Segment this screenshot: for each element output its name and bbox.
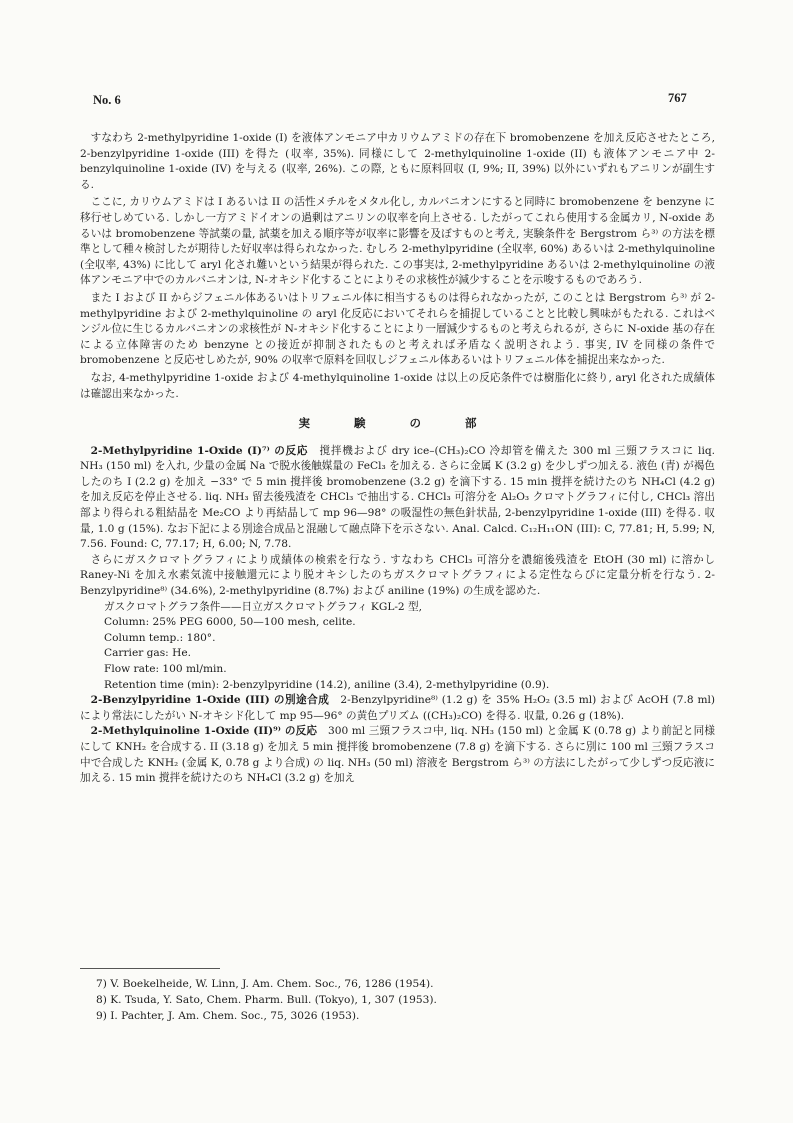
exp-body-1: 撹拌機および dry ice–(CH₃)₂CO 冷却管を備えた 300 ml 三頸フラスコに liq. NH₃ (150 ml) を入れ, 少量の金属 Na で脱水後触媒量の FeCl₃ を加える. さらに金属 K (3.2 g) を少しずつ加える. 液色 (青) が褐色したのち I (2.2 g) を加え −33° で 5 min 撹拌後 bromobenzene (3.2 g) を滴下する. 15 min 撹拌を続けたのち NH₄Cl (4.2 g) を加え反応を停止させる. liq. NH₃ 留去後残渣を CHCl₃ で抽出する. CHCl₃ 可溶分を Al₂O₃ クロマトグラフィに付し, CHCl₃ 溶出部より得られる粗結晶を Me₂CO より再結晶して mp 96—98° の吸湿性の無色針状晶, 2-benzylpyridine 1-oxide (III) を得る. 収量, 1.0 g (15%). なお下記による別途合成品と混融して融点降下を示さない. Anal. Calcd. C₁₂H₁₁ON (III): C, 77.81; H, 5.99; N, 7.56. Found: C, 77.17; H, 6.00; N, 7.78. bbox=[80, 444, 715, 551]
gc-title: ガスクロマトグラフ条件——日立ガスクロマトグラフィ KGL-2 型, bbox=[104, 600, 422, 613]
gc-condition: Carrier gas: He. bbox=[104, 647, 191, 660]
paragraph-3: また I および II からジフェニル体あるいはトリフェニル体に相当するものは得られなかったが, このことは Bergstrom ら³⁾ が 2-methylpyridine および 2-methylquinoline の aryl 化反応においてそれらを捕捉していることと比較し興味がもたれる. これはベンジル位に生じるカルバニオンの求核性が N-オキシド化することにより一層減少するものと考えられるが, さらに N-oxide 基の存在による立体障害のため benzyne との接近が抑制されたものと考えれば矛盾なく説明されよう. 事実, IV を同様の条件で bromobenzene と反応せしめたが, 90% の収率で原料を回収しジフェニル体あるいはトリフェニル体を捕捉出来なかった. bbox=[80, 291, 715, 367]
exp-heading-3: 2-Benzylpyridine 1-Oxide (III) の別途合成 bbox=[90, 694, 330, 707]
footnote-8: 8) K. Tsuda, Y. Sato, Chem. Pharm. Bull. (Tokyo), 1, 307 (1953). bbox=[96, 994, 437, 1006]
footnote-7: 7) V. Boekelheide, W. Linn, J. Am. Chem. Soc., 76, 1286 (1954). bbox=[96, 978, 434, 990]
experimental-section bbox=[80, 444, 715, 787]
retention-time: Retention time (min): 2-benzylpyridine (14.2), aniline (3.4), 2-methylpyridine (0.9). bbox=[104, 678, 550, 691]
exp-paragraph-4 bbox=[80, 724, 715, 786]
issue-number: No. 6 bbox=[93, 93, 121, 107]
exp-body-3: 2-Benzylpyridine⁸⁾ (1.2 g) を 35% H₂O₂ (3.5 ml) および AcOH (7.8 ml) により常法にしたがい N-オキシド化して mp 95—96° の黄色プリズム ((CH₃)₂CO) を得る. 収量, 0.26 g (18%). bbox=[80, 694, 716, 722]
footnote-9: 9) I. Pachter, J. Am. Chem. Soc., 75, 3026 (1953). bbox=[96, 1010, 360, 1022]
exp-heading-1: 2-Methylpyridine 1-Oxide (I)⁷⁾ の反応 bbox=[90, 444, 309, 457]
gc-condition: Column: 25% PEG 6000, 50—100 mesh, celite. bbox=[104, 616, 356, 629]
paragraph-1: すなわち 2-methylpyridine 1-oxide (I) を液体アンモニア中カリウムアミドの存在下 bromobenzene を加え反応させたところ, 2-benzylpyridine 1-oxide (III) を得た (収率, 35%). 同様にして 2-methylquinoline 1-oxide (II) も液体アンモニア中 2-benzylquinoline 1-oxide (IV) を与える (収率, 26%). この際, ともに原料回収 (I, 9%; II, 39%) 以外にいずれもアニリンが副生する. bbox=[80, 132, 715, 191]
gc-condition: Column temp.: 180°. bbox=[104, 631, 216, 644]
section-title: 実 験 の 部 bbox=[298, 416, 497, 431]
exp-paragraph-1 bbox=[80, 444, 715, 553]
exp-paragraph-2: さらにガスクロマトグラフィにより成績体の検索を行なう. すなわち CHCl₃ 可溶分を濃縮後残渣を EtOH (30 ml) に溶かし Raney-Ni を加え水素気流中接触還元により脱オキシしたのちガスクロマトグラフィによる定性ならびに定量分析を行なう. 2-Benzylpyridine⁸⁾ (34.6%), 2-methylpyridine (8.7%) および aniline (19%) の生成を認めた. bbox=[80, 553, 715, 598]
footnotes bbox=[96, 976, 696, 1024]
footnote-rule bbox=[80, 968, 220, 969]
article-body bbox=[80, 131, 715, 787]
paragraph-2: ここに, カリウムアミドは I あるいは II の活性メチルをメタル化し, カルバニオンにすると同時に bromobenzene を benzyne に移行せしめている. しかし一方アミドイオンの過剰はアニリンの収率を向上させる. したがってこれら使用する金属カリ, N-oxide あるいは bromobenzene 等試薬の量, 試薬を加える順序等が収率に影響を及ぼすものと考え, 実験条件を Bergstrom ら³⁾ の方法を標準として種々検討したが期待した好収率は得られなかった. むしろ 2-methylpyridine (全収率, 60%) あるいは 2-methylquinoline (全収率, 43%) に比して aryl 化され難いという結果が得られた. この事実は, 2-methylpyridine あるいは 2-methylquinoline の液体アンモニア中でのカルバニオンは, N-オキシド化することによりその求核性が減少することを示唆するものであろう. bbox=[80, 196, 715, 287]
page-number: 767 bbox=[668, 91, 687, 105]
paragraph-4: なお, 4-methylpyridine 1-oxide および 4-methylquinoline 1-oxide は以上の反応条件では樹脂化に終り, aryl 化された成績体は確認出来なかった. bbox=[80, 371, 715, 400]
exp-heading-4: 2-Methylquinoline 1-Oxide (II)⁹⁾ の反応 bbox=[90, 725, 318, 738]
exp-paragraph-3 bbox=[80, 693, 715, 724]
gc-condition: Flow rate: 100 ml/min. bbox=[104, 663, 227, 675]
exp-body-4: 300 ml 三頸フラスコ中, liq. NH₃ (150 ml) と金属 K (0.78 g) より前記と同様にして KNH₂ を合成する. II (3.18 g) を加え 5 min 撹拌後 bromobenzene (7.8 g) を滴下する. さらに別に 100 ml 三頸フラスコ中で合成した KNH₂ (金属 K, 0.78 g より合成) の liq. NH₃ (50 ml) 溶液を Bergstrom ら³⁾ の方法にしたがって少しずつ反応液に加える. 15 min 撹拌を続けたのち NH₄Cl (3.2 g) を加え bbox=[80, 725, 715, 785]
